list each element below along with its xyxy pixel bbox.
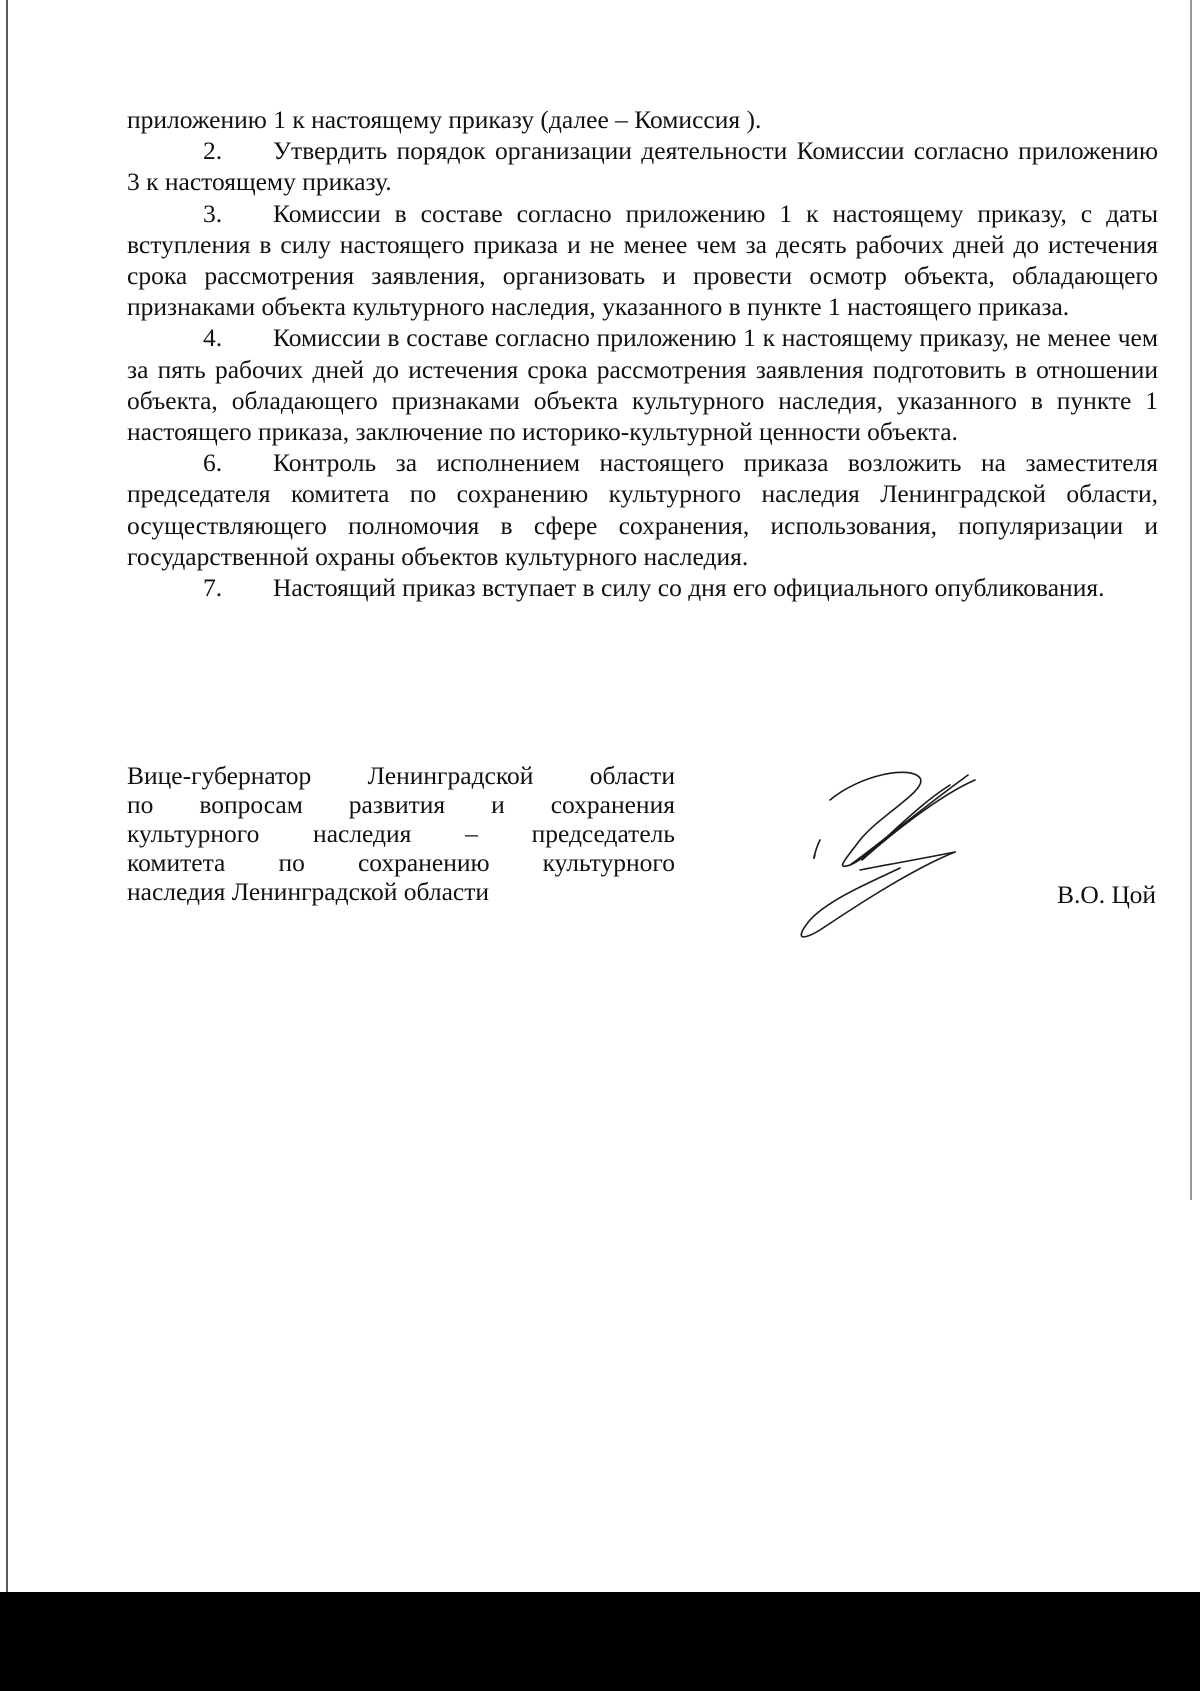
- paragraph-item-2: [127, 135, 1158, 197]
- item-number: 2.: [203, 136, 223, 166]
- signatory-title: [127, 761, 675, 906]
- signatory-word: сохранения: [550, 790, 675, 819]
- paragraph-text: Контроль за исполнением настоящего приказа возложить на заместителя председателя комитета по сохранению культурного наследия Ленинградской области, осуществляющего полномочия в сфере сохранения, использования, популяризации и государственной охраны объектов культурного наследия.: [127, 448, 1158, 571]
- signatory-word: по: [278, 848, 305, 877]
- signatory-line-3: [127, 819, 675, 848]
- paragraph-item-6: [127, 447, 1158, 572]
- paragraph-text: Комиссии в составе согласно приложению 1 к настоящему приказу, с даты вступления в силу настоящего приказа и не менее чем за десять рабочих дней до истечения срока рассмотрения заявления, организовать и провести осмотр объекта, обладающего признаками объекта культурного наследия, указанного в пункте 1 настоящего приказа.: [127, 198, 1158, 322]
- signatory-word: –: [465, 819, 478, 848]
- signatory-line-4: [127, 848, 675, 877]
- signatory-word: развития: [348, 790, 446, 819]
- signatory-word: сохранению: [357, 848, 490, 877]
- signatory-word: комитета: [127, 848, 226, 877]
- paragraph-text: Комиссии в составе согласно приложению 1 к настоящему приказу, не менее чем за пять рабочих дней до истечения срока рассмотрения заявления подготовить в отношении объекта, обладающего признаками объекта культурного наследия, указанного в пункте 1 настоящего приказа, заключение по историко-культурной ценности объекта.: [127, 323, 1158, 447]
- paragraph-text: Настоящий приказ вступает в силу со дня его официального опубликования.: [273, 573, 1105, 603]
- page-scan-edge-right: [1190, 0, 1192, 1200]
- signer-name: В.О. Цой: [1057, 880, 1157, 909]
- paragraph-item-3: [127, 198, 1158, 323]
- paragraph-text: Утвердить порядок организации деятельности Комиссии согласно приложению 3 к настоящему приказу.: [127, 136, 1158, 197]
- page-scan-edge-left: [6, 0, 8, 1600]
- handwritten-signature: [790, 770, 990, 970]
- signatory-word: наследия: [313, 819, 412, 848]
- item-number: 4.: [203, 323, 223, 353]
- item-number: 7.: [203, 573, 223, 603]
- order-body: [127, 104, 1158, 603]
- signatory-word: области: [589, 761, 675, 790]
- signatory-line-2: [127, 790, 675, 819]
- signatory-word: Ленинградской: [367, 761, 534, 790]
- signatory-line-5: [127, 877, 675, 906]
- item-number: 3.: [203, 198, 223, 228]
- scan-bottom-border: [0, 1592, 1200, 1691]
- paragraph-text: приложению 1 к настоящему приказу (далее – Комиссия ).: [127, 105, 762, 134]
- signatory-word: культурного: [127, 819, 260, 848]
- paragraph-continuation: [127, 104, 1158, 135]
- paragraph-item-7: [127, 572, 1158, 603]
- signatory-word: культурного: [542, 848, 675, 877]
- item-number: 6.: [203, 448, 223, 478]
- signatory-word: Вице-губернатор: [127, 761, 312, 790]
- signatory-word: наследия Ленинградской области: [127, 877, 490, 906]
- signatory-word: и: [491, 790, 505, 819]
- signatory-word: по: [127, 790, 154, 819]
- signatory-line-1: [127, 761, 675, 790]
- paragraph-item-4: [127, 322, 1158, 447]
- signatory-word: вопросам: [199, 790, 303, 819]
- signatory-word: председатель: [531, 819, 675, 848]
